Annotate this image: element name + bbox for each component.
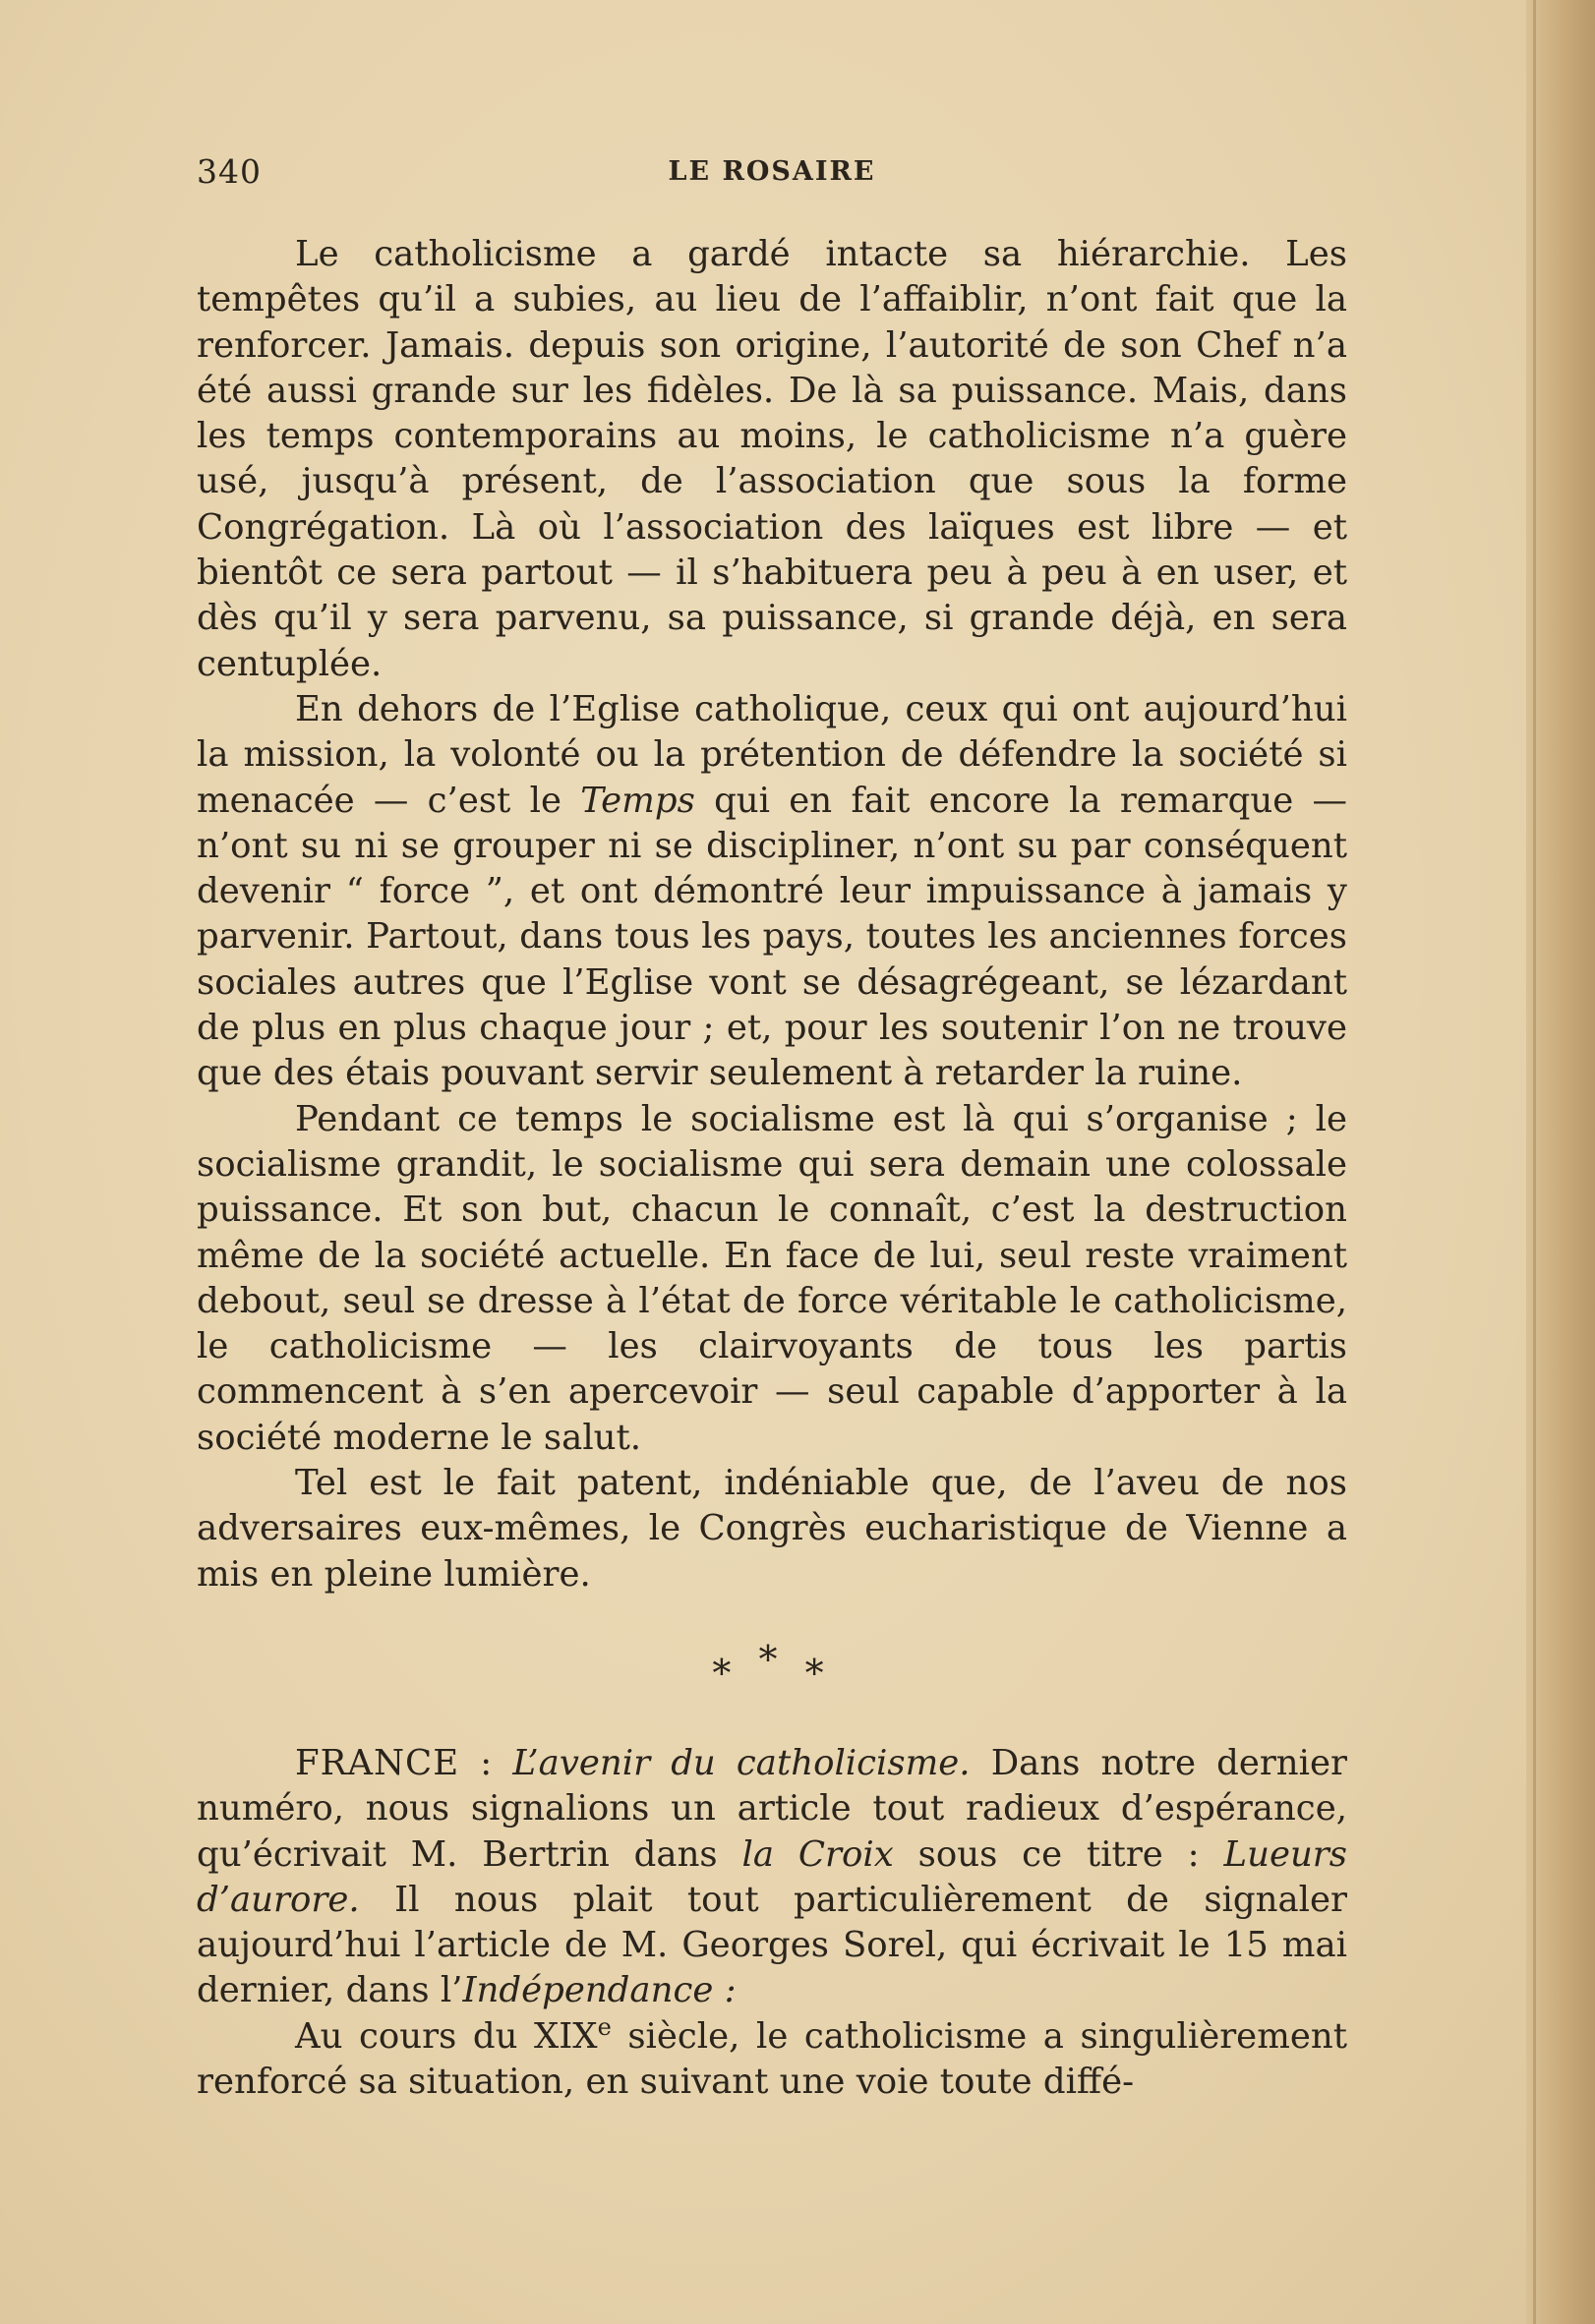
text-run: qui en fait encore la remarque — n’ont su ni se grouper ni se discipliner, n’ont su par conséquent devenir “ force ”, et ont démontré leur impuissance à jamais y parvenir. Partout, dans tous les pays, toutes les anciennes forces sociales autres que l’Eglise vont se désagrégeant, se lézardant de plus en plus chaque jour ; et, pour les soutenir l’on ne trouve que des étais pouvant servir seulement à retarder la ruine.: [197, 780, 1347, 1094]
running-title: LE ROSAIRE: [668, 156, 876, 187]
page-edge-shadow: [1526, 0, 1595, 2324]
italic-title: Indépendance :: [462, 1970, 737, 2011]
text-body: [197, 232, 1347, 2105]
page-number: 340: [197, 152, 262, 191]
italic-title: la Croix: [741, 1833, 894, 1875]
paragraph: [197, 687, 1347, 1097]
page-header: [197, 152, 1347, 196]
italic-title: L’avenir du catholicisme.: [512, 1742, 971, 1783]
paragraph: Pendant ce temps le socialisme est là qui s’organise ; le socialisme grandit, le socialisme qui sera demain une colossale puissance. Et son but, chacun le connaît, c’est la destruction même de la société actuelle. En face de lui, seul reste vraiment debout, seul se dresse à l’état de force véritable le catholicisme, le catholicisme — les clairvoyants de tous les partis commencent à s’en apercevoir — seul capable d’apporter à la société moderne le salut.: [197, 1098, 1347, 1458]
text-run: siècle, le catholicisme a singulièrement renforcé sa situation, en suivant une voie toute diffé-: [197, 2015, 1347, 2102]
italic-title: Lueurs d’aurore.: [197, 1833, 1347, 1920]
paragraph: [197, 1741, 1347, 2014]
text-run: En dehors de l’Eglise catholique, ceux qui ont aujourd’hui la mission, la volonté ou la prétention de défendre la société si menacée — c’est le: [197, 688, 1347, 821]
italic-title: Temps: [580, 780, 695, 821]
section-ornament: [197, 1605, 1347, 1741]
page-fold-line: [1533, 0, 1536, 2324]
paragraph: [197, 2014, 1347, 2106]
text-run: Il nous plait tout particulièrement de signaler aujourd’hui l’article de M. Georges Sorel, qui écrivait le 15 mai dernier, dans l’: [197, 1879, 1347, 2011]
text-run: Dans notre dernier numéro, nous signalions un article tout radieux d’espérance, qu’écrivait M. Bertrin dans: [197, 1742, 1347, 1875]
asterisk-ornament: *: [758, 1637, 786, 1681]
text-run: :: [459, 1742, 513, 1783]
text-run: sous ce titre :: [893, 1833, 1224, 1875]
asterisk-ornament: *: [804, 1651, 832, 1695]
paragraph: Le catholicisme a gardé intacte sa hiérarchie. Les tempêtes qu’il a subies, au lieu de l’affaiblir, n’ont fait que la renforcer. Jamais. depuis son origine, l’autorité de son Chef n’a été aussi grande sur les fidèles. De là sa puissance. Mais, dans les temps contemporains au moins, le catholicisme n’a guère usé, jusqu’à présent, de l’association que sous la forme Congrégation. Là où l’association des laïques est libre — et bientôt ce sera partout — il s’habituera peu à peu à en user, et dès qu’il y sera parvenu, sa puissance, si grande déjà, en sera centuplée.: [197, 234, 1347, 684]
text-run: Au cours du XIX: [295, 2015, 598, 2057]
asterisk-ornament: *: [712, 1651, 739, 1695]
paragraph: Tel est le fait patent, indéniable que, de l’aveu de nos adversaires eux-mêmes, le Congrès eucharistique de Vienne a mis en pleine lumière.: [197, 1463, 1347, 1595]
superscript: e: [597, 2012, 612, 2041]
section-country: FRANCE: [295, 1742, 460, 1783]
